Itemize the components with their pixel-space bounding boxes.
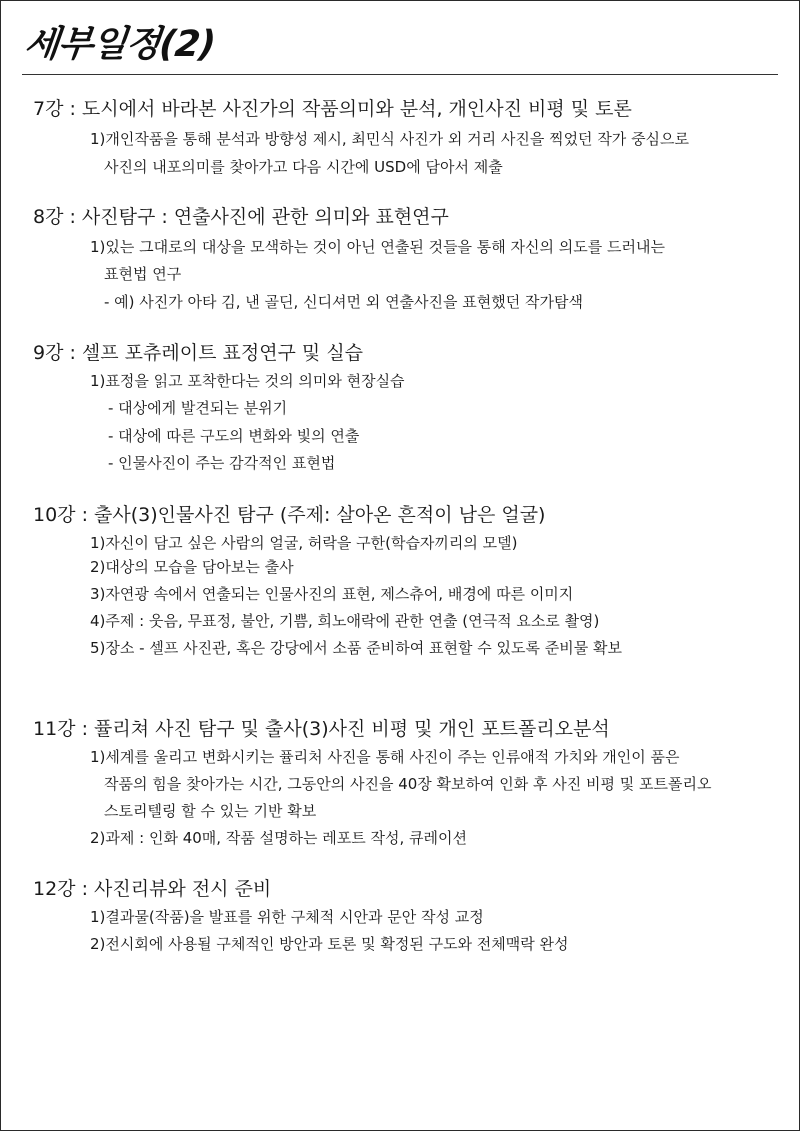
lecture-9-heading: 9강 : 셀프 포츄레이트 표정연구 및 실습 (33, 342, 364, 364)
page-title: 세부일정(2) (22, 24, 217, 65)
lecture-9-line-3: - 대상에 따른 구도의 변화와 빛의 연출 (108, 427, 360, 445)
lecture-11-line-3: 스토리텔링 할 수 있는 기반 확보 (104, 802, 317, 820)
lecture-11-line-1: 1)세계를 울리고 변화시키는 퓰리처 사진을 통해 사진이 주는 인류애적 가치와 개인이 품은 (90, 748, 680, 766)
lecture-10-line-1: 1)자신이 담고 싶은 사람의 얼굴, 허락을 구한(학습자끼리의 모델) (90, 534, 518, 552)
lecture-10-line-4: 4)주제 : 웃음, 무표정, 불안, 기쁨, 희노애락에 관한 연출 (연극적 요소로 촬영) (90, 612, 600, 630)
lecture-12-line-2: 2)전시회에 사용될 구체적인 방안과 토론 및 확정된 구도와 전체맥락 완성 (90, 935, 569, 953)
lecture-10-line-2: 2)대상의 모습을 담아보는 출사 (90, 558, 294, 576)
lecture-9-line-1: 1)표정을 읽고 포착한다는 것의 의미와 현장실습 (90, 372, 405, 390)
lecture-8-line-2: 표현법 연구 (104, 265, 182, 283)
lecture-11-heading: 11강 : 퓰리쳐 사진 탐구 및 출사(3)사진 비평 및 개인 포트폴리오분석 (33, 718, 610, 740)
lecture-9-line-4: - 인물사진이 주는 감각적인 표현법 (108, 454, 336, 472)
lecture-7-heading: 7강 : 도시에서 바라본 사진가의 작품의미와 분석, 개인사진 비평 및 토론 (33, 98, 632, 120)
lecture-10-line-3: 3)자연광 속에서 연출되는 인물사진의 표현, 제스츄어, 배경에 따른 이미지 (90, 585, 574, 603)
lecture-11-line-4: 2)과제 : 인화 40매, 작품 설명하는 레포트 작성, 큐레이션 (90, 829, 468, 847)
lecture-8-heading: 8강 : 사진탐구 : 연출사진에 관한 의미와 표현연구 (33, 206, 449, 228)
lecture-10-line-5: 5)장소 - 셀프 사진관, 혹은 강당에서 소품 준비하여 표현할 수 있도록 준비물 확보 (90, 639, 622, 657)
lecture-10-heading: 10강 : 출사(3)인물사진 탐구 (주제: 살아온 흔적이 남은 얼굴) (33, 504, 546, 526)
lecture-8-line-3: - 예) 사진가 아타 김, 낸 골딘, 신디셔먼 외 연출사진을 표현했던 작가탐색 (104, 293, 583, 311)
lecture-11-line-2: 작품의 힘을 찾아가는 시간, 그동안의 사진을 40장 확보하여 인화 후 사진 비평 및 포트폴리오 (104, 775, 712, 793)
lecture-7-line-1: 1)개인작품을 통해 분석과 방향성 제시, 최민식 사진가 외 거리 사진을 찍었던 작가 중심으로 (90, 130, 690, 148)
lecture-7-line-2: 사진의 내포의미를 찾아가고 다음 시간에 USD에 담아서 제출 (104, 158, 503, 176)
lecture-9-line-2: - 대상에게 발견되는 분위기 (108, 399, 288, 417)
lecture-8-line-1: 1)있는 그대로의 대상을 모색하는 것이 아닌 연출된 것들을 통해 자신의 의도를 드러내는 (90, 238, 665, 256)
lecture-12-heading: 12강 : 사진리뷰와 전시 준비 (33, 878, 272, 900)
lecture-12-line-1: 1)결과물(작품)을 발표를 위한 구체적 시안과 문안 작성 교정 (90, 908, 484, 926)
